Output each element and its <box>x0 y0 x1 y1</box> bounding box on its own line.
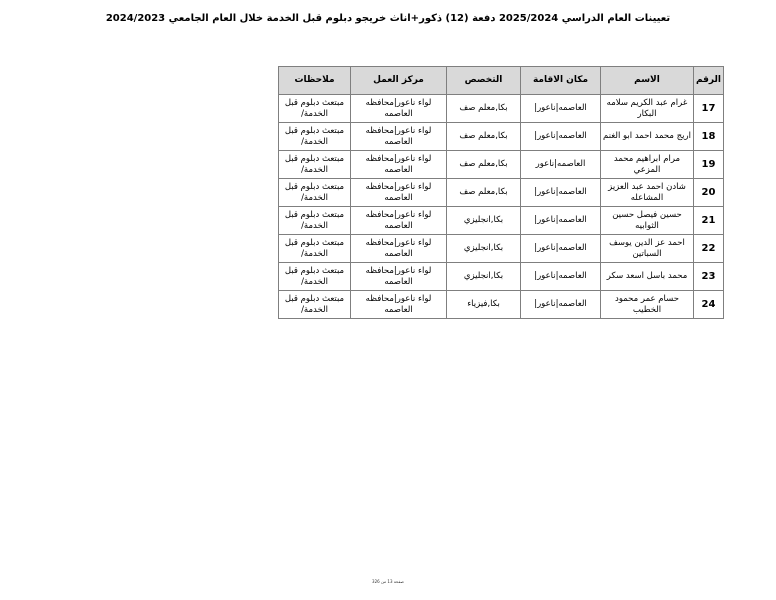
row-residence: العاصمه|ناعور <box>521 151 601 179</box>
row-name: شادن احمد عبد العزيز المشاعله <box>601 179 694 207</box>
row-notes: مبتعث دبلوم قبل الخدمة/ <box>279 235 351 263</box>
row-residence: العاصمه|ناعور| <box>521 179 601 207</box>
row-workplace: لواء ناعور|محافظه العاصمه <box>351 235 447 263</box>
row-residence: العاصمه|ناعور| <box>521 95 601 123</box>
row-number: 19 <box>694 151 724 179</box>
row-residence: العاصمه|ناعور| <box>521 123 601 151</box>
row-workplace: لواء ناعور|محافظه العاصمه <box>351 207 447 235</box>
row-name: مرام ابراهيم محمد المزعي <box>601 151 694 179</box>
row-specialization: بكا,معلم صف <box>447 151 521 179</box>
row-number: 23 <box>694 263 724 291</box>
row-specialization: بكا,انجليزي <box>447 263 521 291</box>
row-workplace: لواء ناعور|محافظه العاصمه <box>351 123 447 151</box>
row-name: حسام عمر محمود الخطيب <box>601 291 694 319</box>
row-number: 17 <box>694 95 724 123</box>
row-name: احمد عز الدين يوسف السباتين <box>601 235 694 263</box>
row-workplace: لواء ناعور|محافظه العاصمه <box>351 263 447 291</box>
row-number: 18 <box>694 123 724 151</box>
header-notes: ملاحظات <box>279 67 351 95</box>
row-specialization: بكا,معلم صف <box>447 95 521 123</box>
row-notes: مبتعث دبلوم قبل الخدمة/ <box>279 179 351 207</box>
table-row <box>279 179 724 207</box>
header-name: الاسم <box>601 67 694 95</box>
table-row <box>279 235 724 263</box>
row-workplace: لواء ناعور|محافظه العاصمه <box>351 291 447 319</box>
row-notes: مبتعث دبلوم قبل الخدمة/ <box>279 95 351 123</box>
row-name: حسين فيصل حسين الثوابيه <box>601 207 694 235</box>
row-notes: مبتعث دبلوم قبل الخدمة/ <box>279 123 351 151</box>
row-name: محمد باسل اسعد سكر <box>601 263 694 291</box>
row-notes: مبتعث دبلوم قبل الخدمة/ <box>279 207 351 235</box>
table-row <box>279 207 724 235</box>
page-footer: صفحة 13 من 326 <box>372 579 404 584</box>
row-notes: مبتعث دبلوم قبل الخدمة/ <box>279 263 351 291</box>
header-number: الرقم <box>694 67 724 95</box>
table-header-row <box>279 67 724 95</box>
row-number: 24 <box>694 291 724 319</box>
row-specialization: بكا,انجليزي <box>447 207 521 235</box>
row-residence: العاصمه|ناعور| <box>521 207 601 235</box>
row-residence: العاصمه|ناعور| <box>521 235 601 263</box>
row-workplace: لواء ناعور|محافظه العاصمه <box>351 179 447 207</box>
row-number: 21 <box>694 207 724 235</box>
table-row <box>279 291 724 319</box>
row-name: اريج محمد احمد ابو الغنم <box>601 123 694 151</box>
row-specialization: بكا,فيزياء <box>447 291 521 319</box>
page-title: تعيينات العام الدراسي 2025/2024 دفعة (12) ذكور+اناث خريجو دبلوم قبل الخدمة خلال العام الجامعي 2024/2023 <box>105 13 671 24</box>
row-specialization: بكا,انجليزي <box>447 235 521 263</box>
row-specialization: بكا,معلم صف <box>447 123 521 151</box>
header-workplace: مركز العمل <box>351 67 447 95</box>
row-notes: مبتعث دبلوم قبل الخدمة/ <box>279 151 351 179</box>
row-number: 20 <box>694 179 724 207</box>
table-row <box>279 263 724 291</box>
appointments-table <box>278 66 724 319</box>
header-specialization: التخصص <box>447 67 521 95</box>
row-residence: العاصمه|ناعور| <box>521 291 601 319</box>
row-specialization: بكا,معلم صف <box>447 179 521 207</box>
row-name: غرام عبد الكريم سلامه البكار <box>601 95 694 123</box>
table-row <box>279 151 724 179</box>
row-number: 22 <box>694 235 724 263</box>
table-row <box>279 123 724 151</box>
table-row <box>279 95 724 123</box>
row-residence: العاصمه|ناعور| <box>521 263 601 291</box>
header-residence: مكان الاقامة <box>521 67 601 95</box>
row-workplace: لواء ناعور|محافظه العاصمه <box>351 95 447 123</box>
row-workplace: لواء ناعور|محافظه العاصمه <box>351 151 447 179</box>
appointments-table-container <box>278 66 723 319</box>
row-notes: مبتعث دبلوم قبل الخدمة/ <box>279 291 351 319</box>
